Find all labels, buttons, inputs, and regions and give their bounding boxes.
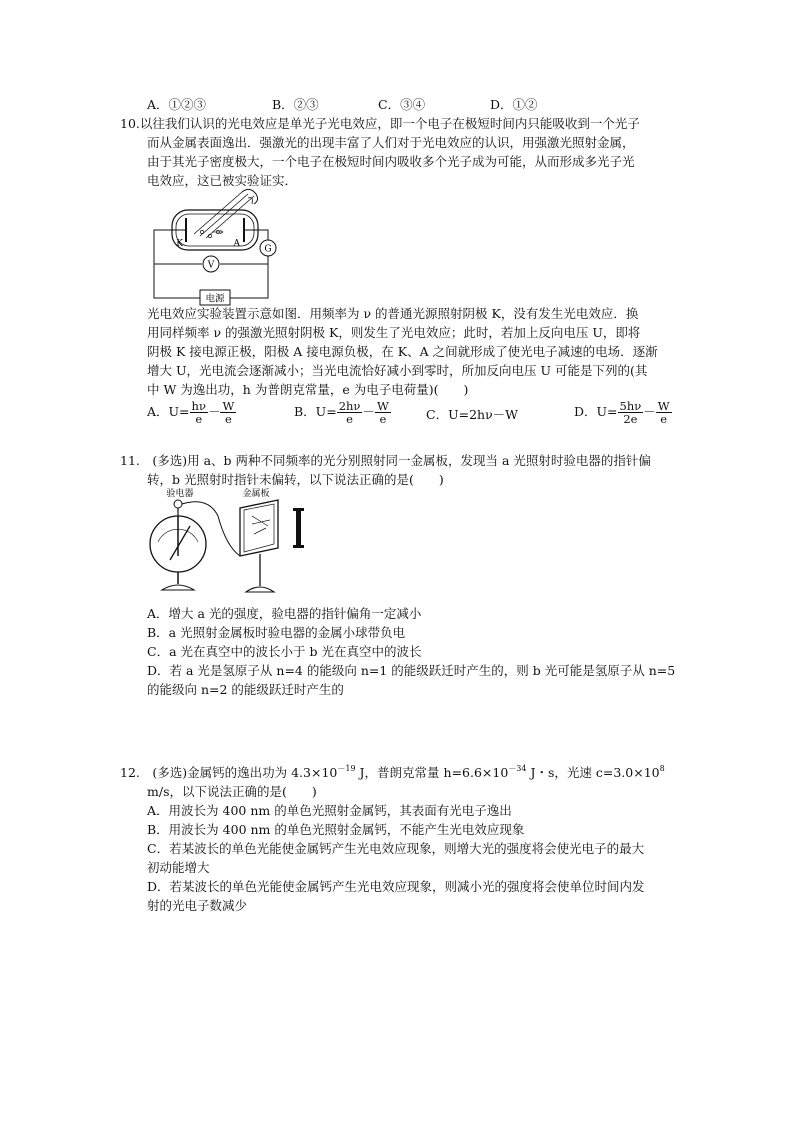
q9-option-a: A．①②③ [147,97,207,112]
q10-stem-line-1: 10.以往我们认识的光电效应是单光子光电效应，即一个电子在极短时间内只能吸收到一个光子 [120,116,640,131]
galvanometer-label: G [264,244,272,255]
q12-option-d-line-1: D．若某波长的单色光能使金属钙产生光电效应现象，则减小光的强度将会使单位时间内发 [147,879,645,894]
q10-option-a: A．U= $\frac{h\nu}{e}$ － $\frac{W}{e}$ [147,399,235,426]
power-source-label: 电源 [205,293,225,305]
q10-stem-line-2: 而从金属表面逸出．强激光的出现丰富了人们对于光电效应的认识，用强激光照射金属， [147,135,635,150]
q12-stem-line-1: 12. (多选)金属钙的逸出功为 $4.3\times 10^{-19}$ J，普朗克常量 $h=6.6\times 10^{-34}$ J・s，光速 $c=3.0\times 10^8$ [120,764,665,780]
q9-option-b: B．②③ [272,97,319,112]
voltmeter-label: V [207,260,215,271]
q12-option-b: B．用波长为 400 nm 的单色光照射金属钙，不能产生光电效应现象 [147,822,525,837]
q9-option-c: C．③④ [378,97,426,112]
q11-option-c: C．a 光在真空中的波长小于 b 光在真空中的波长 [147,644,422,659]
q11-electroscope-diagram [148,486,318,596]
q12-option-a: A．用波长为 400 nm 的单色光照射金属钙，其表面有光电子逸出 [147,803,512,818]
q11-stem-line-2: 转，b 光照射时指针未偏转，以下说法正确的是( ) [147,472,444,487]
metal-plate-label: 金属板 [242,489,270,499]
q11-option-d-line-1: D．若 a 光是氢原子从 n=4 的能级向 n=1 的能级跃迁时产生的，则 b 光可能是氢原子从 n=5 [147,663,676,678]
q10-body-line-2: 用同样频率 ν 的强激光照射阴极 K，则发生了光电效应；此时，若加上反向电压 U，即将 [147,325,641,340]
q12-option-c-line-1: C．若某波长的单色光能使金属钙产生光电效应现象，则增大光的强度将会使光电子的最大 [147,841,645,856]
electroscope-label: 验电器 [166,489,194,499]
q11-option-d-line-2: 的能级向 n=2 的能级跃迁时产生的 [147,682,344,697]
q10-option-c: C．U=2hν－W [426,407,519,422]
q11-option-a: A．增大 a 光的强度，验电器的指针偏角一定减小 [147,606,422,621]
q10-option-d: D．U= $\frac{5h\nu}{2e}$ － $\frac{W}{e}$ [574,399,670,426]
q10-option-b: B．U= $\frac{2h\nu}{e}$ － $\frac{W}{e}$ [294,399,389,426]
q10-circuit-diagram [150,190,290,305]
q12-option-d-line-2: 射的光电子数减少 [147,898,248,913]
q10-body-line-1: 光电效应实验装置示意如图．用频率为 ν 的普通光源照射阴极 K，没有发生光电效应．换 [147,306,639,321]
q10-body-line-5: 中 W 为逸出功，h 为普朗克常量，e 为电子电荷量)( ) [147,382,469,397]
q12-stem-line-2: m/s，以下说法正确的是( ) [147,784,317,799]
q9-option-d: D．①② [490,97,538,112]
q10-body-line-3: 阴极 K 接电源正极，阳极 A 接电源负极，在 K、A 之间就形成了使光电子减速的电场．逐渐 [147,344,658,359]
q10-body-line-4: 增大 U，光电流会逐渐减小；当光电流恰好减小到零时，所加反向电压 U 可能是下列的(其 [147,363,648,378]
cathode-label: K [176,239,183,249]
q11-stem-line-1: 11. (多选)用 a、b 两种不同频率的光分别照射同一金属板，发现当 a 光照射时验电器的指针偏 [120,453,651,468]
q10-stem-line-4: 电效应，这已被实验证实． [147,173,298,188]
anode-label: A [233,239,240,249]
q10-stem-line-3: 由于其光子密度极大，一个电子在极短时间内吸收多个光子成为可能，从而形成多光子光 [147,154,635,169]
q11-option-b: B．a 光照射金属板时验电器的金属小球带负电 [147,625,406,640]
q12-option-c-line-2: 初动能增大 [147,860,210,875]
